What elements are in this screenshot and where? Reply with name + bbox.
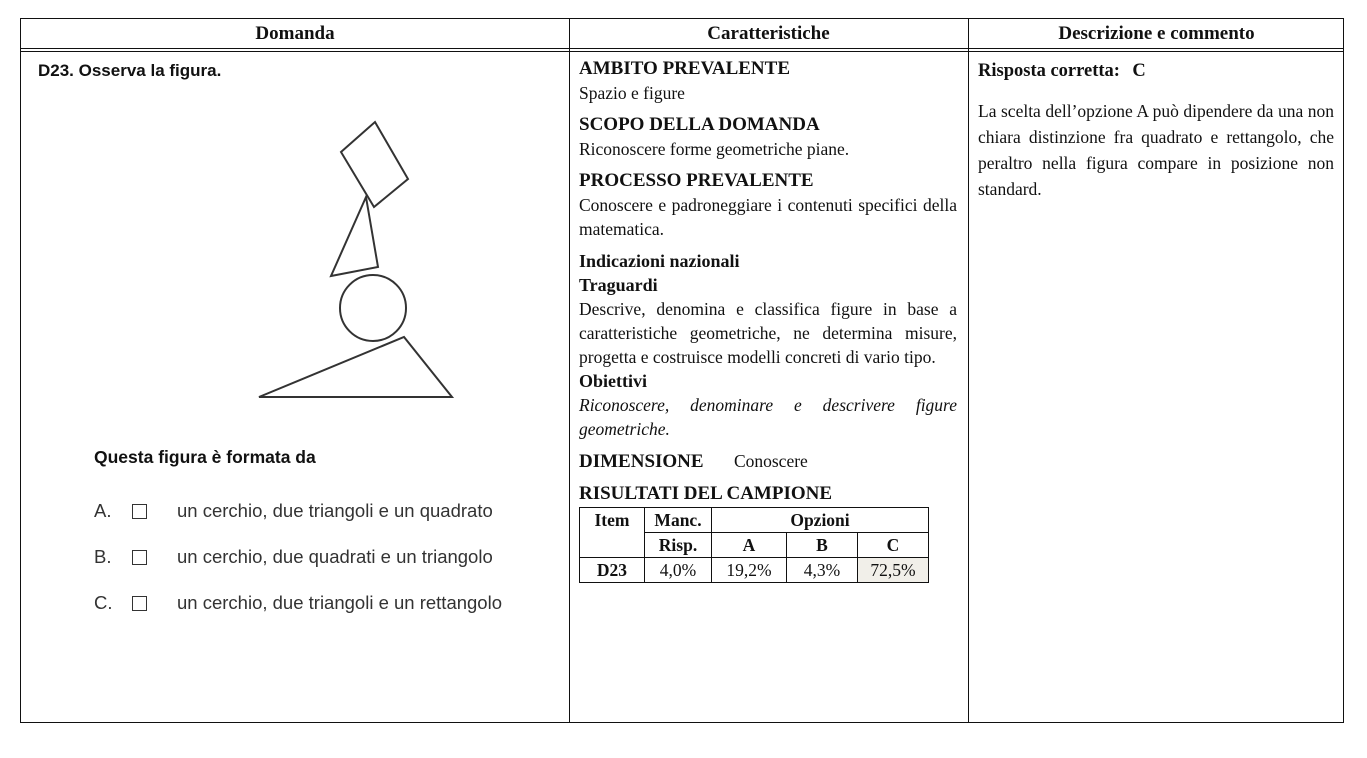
- obiettivi-heading: Obiettivi: [579, 371, 647, 391]
- question-title: D23. Osserva la figura.: [38, 61, 222, 80]
- ambito-value: Spazio e figure: [579, 83, 685, 103]
- option-a-letter: A.: [94, 500, 112, 521]
- option-a-checkbox[interactable]: [132, 504, 147, 519]
- column-divider-1: [569, 19, 570, 722]
- th-option-a: A: [712, 533, 787, 558]
- figure-circle: [340, 275, 406, 341]
- processo-heading: PROCESSO PREVALENTE: [579, 170, 814, 191]
- comment-column: [978, 57, 1334, 202]
- traguardi-value: Descrive, denomina e classifica figure in base a caratteristiche geometriche, ne determina misure, progetta e costruisce modelli concreti di vario tipo.: [579, 299, 957, 367]
- geometric-figure: [21, 19, 569, 419]
- risultati-heading: RISULTATI DEL CAMPIONE: [579, 483, 833, 504]
- correct-answer-value: C: [1132, 61, 1146, 81]
- cell-option-a: 19,2%: [712, 558, 787, 583]
- scopo-value: Riconoscere forme geometriche piane.: [579, 139, 850, 159]
- option-a[interactable]: [94, 500, 493, 522]
- th-item: Item: [580, 508, 645, 558]
- option-b-letter: B.: [94, 546, 112, 567]
- option-c-checkbox[interactable]: [132, 596, 147, 611]
- option-c-text: un cerchio, due triangoli e un rettangolo: [177, 592, 502, 613]
- item-table: [20, 18, 1344, 723]
- th-option-c: C: [858, 533, 929, 558]
- question-stem: Questa figura è formata da: [94, 447, 316, 467]
- th-option-b: B: [787, 533, 858, 558]
- option-b-text: un cerchio, due quadrati e un triangolo: [177, 546, 493, 567]
- obiettivi-value: Riconoscere, denominare e descrivere figure geometriche.: [579, 395, 957, 439]
- option-a-text: un cerchio, due triangoli e un quadrato: [177, 500, 493, 521]
- column-divider-2: [968, 19, 969, 722]
- comment-text: La scelta dell’opzione A può dipendere da una non chiara distinzione fra quadrato e rettangolo, che peraltro nella figura compare in posizione non standard.: [978, 101, 1334, 199]
- th-risp: Risp.: [645, 533, 712, 558]
- header-caratteristiche: Caratteristiche: [707, 23, 830, 44]
- dimensione-value: Conoscere: [733, 451, 808, 471]
- figure-large-triangle: [259, 337, 452, 397]
- ambito-heading: AMBITO PREVALENTE: [579, 58, 790, 79]
- correct-answer-label: Risposta corretta:: [978, 61, 1120, 81]
- option-c-letter: C.: [94, 592, 113, 613]
- header-domanda: Domanda: [255, 23, 335, 44]
- cell-option-c: 72,5%: [858, 558, 929, 583]
- cell-option-b: 4,3%: [787, 558, 858, 583]
- characteristics-column: [579, 57, 957, 583]
- cell-item: D23: [580, 558, 645, 583]
- figure-small-triangle: [331, 197, 378, 276]
- option-c[interactable]: [94, 592, 502, 614]
- header-descrizione: Descrizione e commento: [1058, 23, 1255, 44]
- scopo-heading: SCOPO DELLA DOMANDA: [579, 114, 820, 135]
- option-b[interactable]: [94, 546, 493, 568]
- processo-value: Conoscere e padroneggiare i contenuti specifici della matematica.: [579, 195, 957, 239]
- dimensione-heading: DIMENSIONE: [579, 451, 704, 472]
- traguardi-heading: Traguardi: [579, 275, 658, 295]
- indicazioni-heading: Indicazioni nazionali: [579, 251, 740, 271]
- dimensione-row: [579, 449, 957, 474]
- figure-rectangle: [341, 122, 408, 207]
- correct-answer: [978, 57, 1334, 84]
- th-opzioni: Opzioni: [712, 508, 929, 533]
- option-b-checkbox[interactable]: [132, 550, 147, 565]
- results-table: [579, 507, 929, 583]
- th-manc: Manc.: [645, 508, 712, 533]
- cell-manc: 4,0%: [645, 558, 712, 583]
